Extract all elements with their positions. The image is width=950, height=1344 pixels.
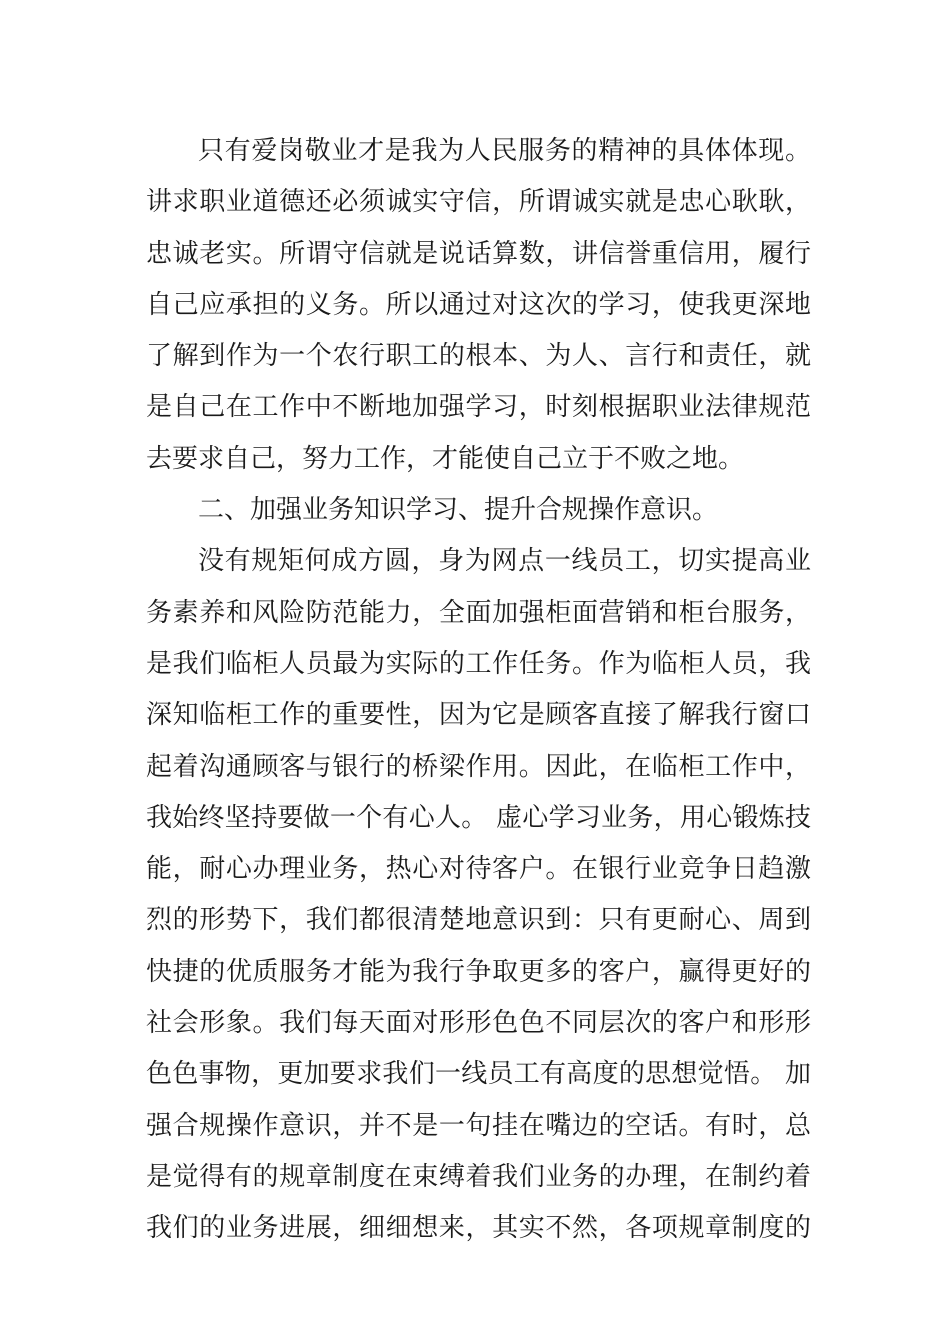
paragraph-line: 社会形象。我们每天面对形形色色不同层次的客户和形形 xyxy=(146,1008,811,1039)
paragraph-line: 强合规操作意识，并不是一句挂在嘴边的空话。有时，总 xyxy=(146,1110,811,1141)
paragraph-line: 讲求职业道德还必须诚实守信，所谓诚实就是忠心耿耿， xyxy=(146,187,811,218)
paragraph-line: 了解到作为一个农行职工的根本、为人、言行和责任，就 xyxy=(146,341,811,372)
paragraph-line: 色色事物，更加要求我们一线员工有高度的思想觉悟。 加 xyxy=(146,1059,811,1090)
paragraph-line: 自己应承担的义务。所以通过对这次的学习，使我更深地 xyxy=(146,289,811,320)
body-text xyxy=(146,126,811,1255)
section-heading: 二、加强业务知识学习、提升合规操作意识。 xyxy=(198,495,719,526)
paragraph-line: 我始终坚持要做一个有心人。 虚心学习业务，用心锻炼技 xyxy=(146,802,811,833)
paragraph-line: 是我们临柜人员最为实际的工作任务。作为临柜人员，我 xyxy=(146,648,811,679)
paragraph-line: 起着沟通顾客与银行的桥梁作用。因此，在临柜工作中， xyxy=(146,751,811,782)
paragraph-line: 忠诚老实。所谓守信就是说话算数，讲信誉重信用，履行 xyxy=(146,238,811,269)
paragraph-line: 没有规矩何成方圆，身为网点一线员工，切实提高业 xyxy=(198,546,811,577)
paragraph-line: 能，耐心办理业务，热心对待客户。在银行业竞争日趋激 xyxy=(146,854,811,885)
paragraph-line: 是觉得有的规章制度在束缚着我们业务的办理，在制约着 xyxy=(146,1161,811,1192)
paragraph-line: 深知临柜工作的重要性，因为它是顾客直接了解我行窗口 xyxy=(146,700,811,731)
paragraph-line: 我们的业务进展，细细想来，其实不然，各项规章制度的 xyxy=(146,1213,811,1244)
paragraph-line: 只有爱岗敬业才是我为人民服务的精神的具体体现。 xyxy=(198,136,811,166)
paragraph-line: 务素养和风险防范能力，全面加强柜面营销和柜台服务， xyxy=(146,597,811,628)
paragraph-line: 是自己在工作中不断地加强学习，时刻根据职业法律规范 xyxy=(146,392,811,423)
paragraph-line: 快捷的优质服务才能为我行争取更多的客户，赢得更好的 xyxy=(146,956,811,987)
paragraph-line: 烈的形势下，我们都很清楚地意识到：只有更耐心、周到 xyxy=(146,905,811,936)
paragraph-line: 去要求自己，努力工作，才能使自己立于不败之地。 xyxy=(146,443,745,474)
